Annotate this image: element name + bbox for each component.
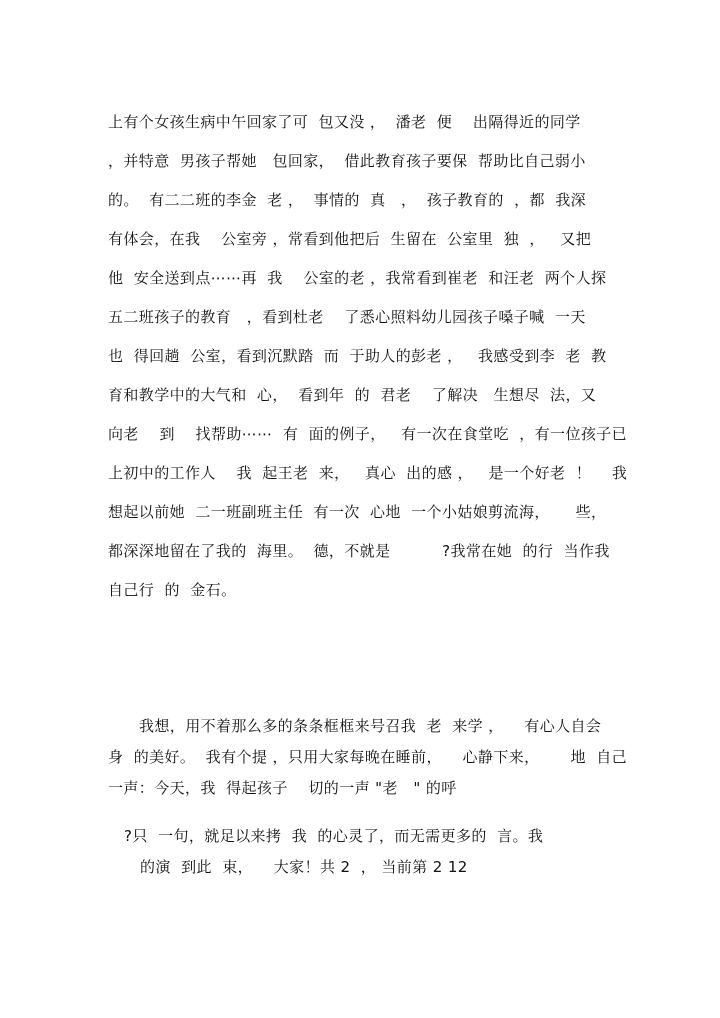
text-line: 也 得回趟 公室，看到沉默踏 而 于助人的彭老 ， 我感受到李 老 教 xyxy=(108,347,607,365)
text-line: 一声：今天，我 得起孩子 切的一声 "老 " 的呼 xyxy=(108,779,457,797)
text-line: 的。 有二二班的李金 老 ， 事情的 真 ， 孩子教育的 ，都 我深 xyxy=(108,191,587,209)
text-line: 都深深地留在了我的 海里。 德，不就是 ?我常在她 的行 当作我 xyxy=(108,542,610,560)
text-line: 育和教学中的大气和 心， 看到年 的 君老 了解决 生想尽 法，又 xyxy=(108,386,597,404)
text-line: 向老 到 找帮助⋯⋯ 有 面的例子， 有一次在食堂吃 ，有一位孩子已 xyxy=(108,425,628,443)
text-line: 的演 到此 束， 大家！共 2 ， 当前第 2 12 xyxy=(140,858,468,876)
text-line: 上有个女孩生病中午回家了可 包又没 ， 潘老 便 出隔得近的同学 xyxy=(108,113,581,131)
text-line: 自己行 的 金石。 xyxy=(108,581,237,599)
text-line: 五二班孩子的教育 ，看到杜老 了悉心照料幼儿园孩子嗓子喊 一天 xyxy=(108,308,586,326)
text-line: 上初中的工作人 我 起王老 来， 真心 出的感 ， 是一个好老 ！ 我 xyxy=(108,464,628,482)
text-line: 身 的美好。 我有个提 ，只用大家每晚在睡前， 心静下来， 地 自己 xyxy=(108,748,628,766)
text-line: ?只 一句，就足以来拷 我 的心灵了，而无需更多的 言。我 xyxy=(124,827,544,845)
text-line: 他 安全送到点⋯⋯再 我 公室的老 ，我常看到崔老 和汪老 两个人探 xyxy=(108,269,607,287)
text-line: ，并特意 男孩子帮她 包回家， 借此教育孩子要保 帮助比自己弱小 xyxy=(108,152,586,170)
text-line: 想起以前她 二一班副班主任 有一次 心地 一个小姑娘剪流海， 些， xyxy=(108,503,607,521)
text-line: 有体会，在我 公室旁 ，常看到他把后 生留在 公室里 独 ， 又把 xyxy=(108,230,592,248)
text-line: 我想，用不着那么多的条条框框来号召我 老 来学 ， 有心人自会 xyxy=(108,717,602,735)
